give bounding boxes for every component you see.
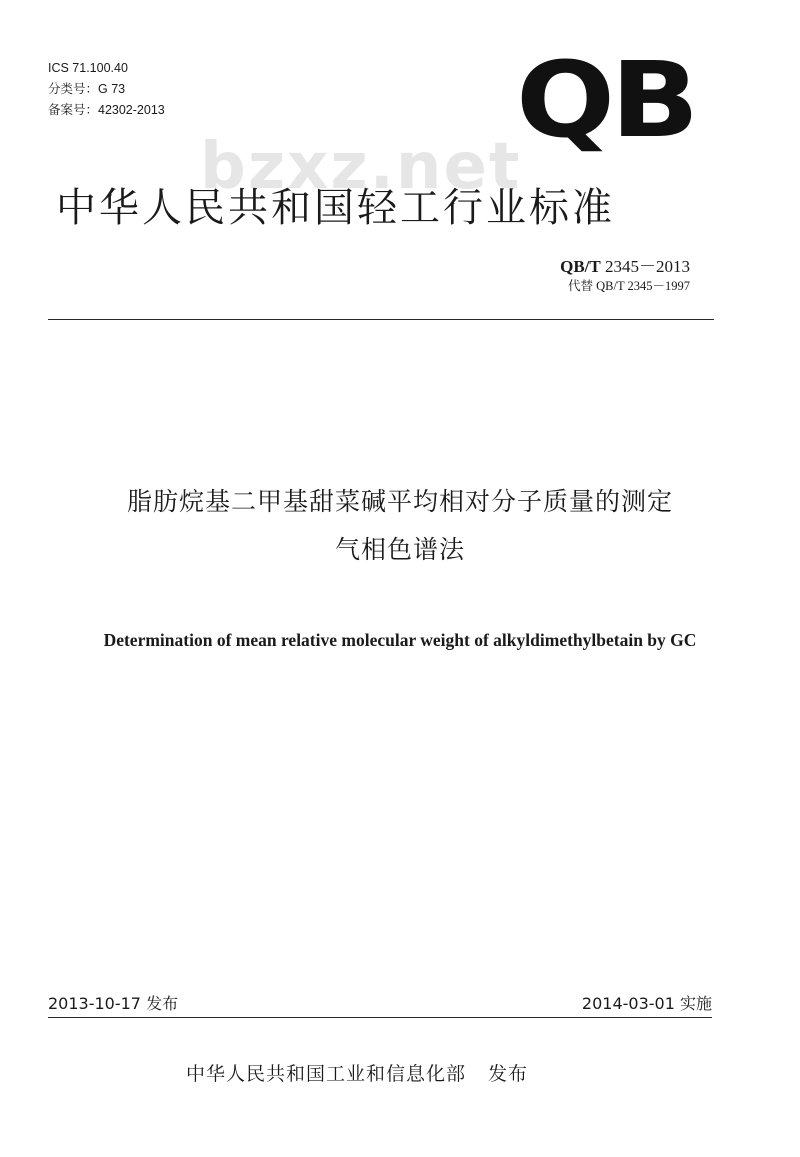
qb-logo: QB bbox=[516, 39, 695, 161]
standard-code bbox=[560, 252, 690, 277]
publisher-line bbox=[186, 1059, 528, 1086]
watermark: bzxz.net bbox=[200, 130, 522, 204]
document-title-cn-line2: 气相色谱法 bbox=[334, 535, 465, 564]
issue-date: 2013-10-17 发布 bbox=[48, 994, 179, 1013]
top-divider bbox=[48, 319, 714, 320]
standard-code-number: 2345－2013 bbox=[605, 257, 690, 276]
classification-number: 分类号：G 73 bbox=[48, 82, 126, 96]
standard-code-prefix: QB/T bbox=[560, 257, 601, 276]
header-metadata bbox=[48, 58, 165, 121]
bottom-divider bbox=[48, 1017, 712, 1018]
implementation-date: 2014-03-01 实施 bbox=[581, 994, 712, 1013]
replaces-standard: 代替 QB/T 2345－1997 bbox=[568, 279, 690, 293]
ics-code: ICS 71.100.40 bbox=[48, 61, 128, 75]
filing-number: 备案号：42302-2013 bbox=[48, 103, 165, 117]
document-title-cn-line1: 脂肪烷基二甲基甜菜碱平均相对分子质量的测定 bbox=[126, 487, 673, 516]
document-title-en: Determination of mean relative molecular weight of alkyldimethylbetain by GC bbox=[103, 630, 697, 650]
standard-title: 中华人民共和国轻工行业标准 bbox=[56, 185, 615, 231]
publisher-action: 发布 bbox=[488, 1063, 529, 1085]
publisher-name: 中华人民共和国工业和信息化部 bbox=[186, 1063, 467, 1085]
